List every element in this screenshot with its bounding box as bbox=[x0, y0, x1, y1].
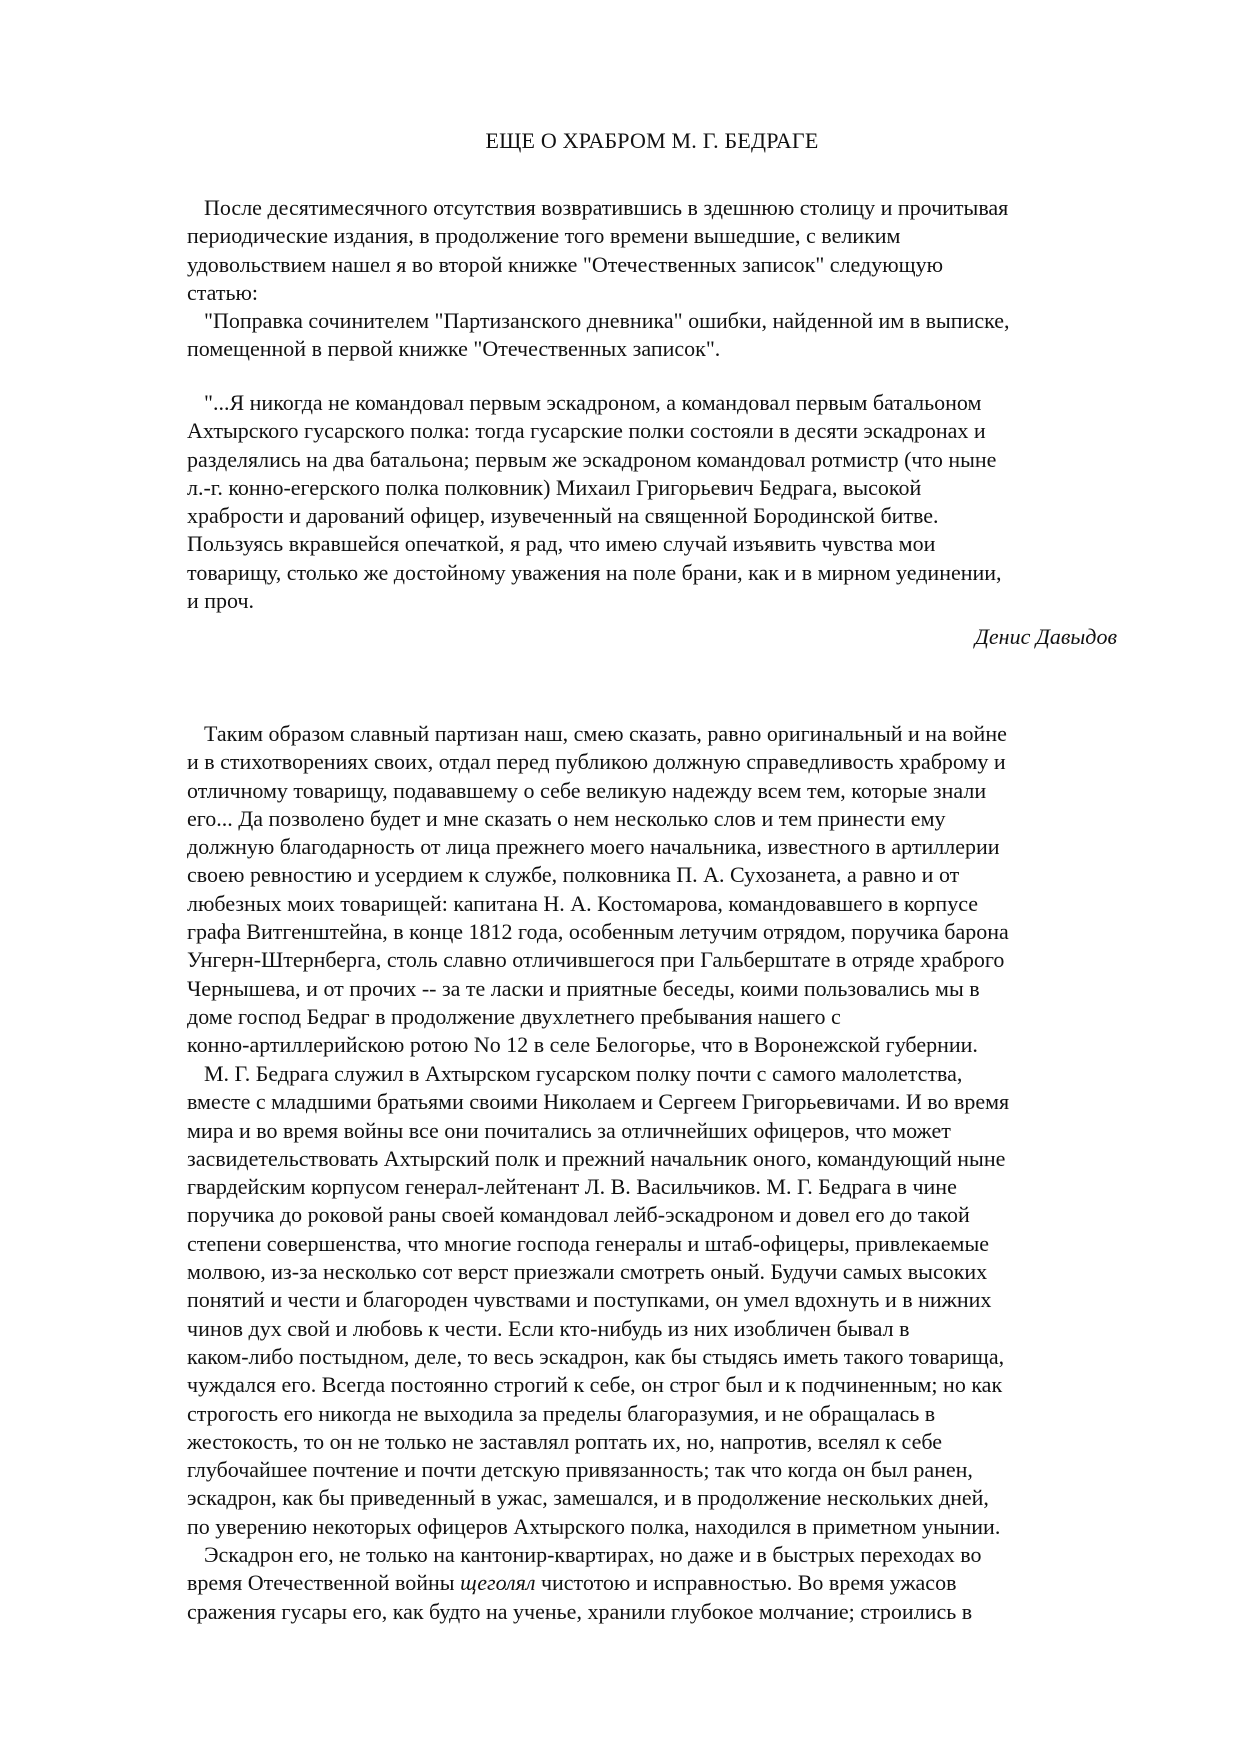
text-segment: чистотою и исправностью. Во время ужасов bbox=[535, 1570, 957, 1596]
text-line: Ахтырского гусарского полка: тогда гусарские полки состояли в десяти эскадронах и bbox=[187, 418, 986, 444]
document-title: ЕЩЕ О ХРАБРОМ М. Г. БЕДРАГЕ bbox=[485, 128, 819, 153]
text-line: храбрости и дарований офицер, изувеченный на священной Бородинской битве. bbox=[187, 503, 939, 529]
text-line: вместе с младшими братьями своими Николаем и Сергеем Григорьевичами. И во время bbox=[187, 1089, 1010, 1115]
text-line: чуждался его. Всегда постоянно строгий к себе, он строг был и к подчиненным; но как bbox=[187, 1372, 1003, 1398]
text-line: "...Я никогда не командовал первым эскадроном, а командовал первым батальоном bbox=[204, 390, 982, 415]
body-paragraph-3 bbox=[187, 1541, 1117, 1626]
text-line: конно-артиллерийскою ротою No 12 в селе Белогорье, что в Воронежской губернии. bbox=[187, 1032, 978, 1058]
text-line: понятий и чести и благороден чувствами и поступками, он умел вдохнуть и в нижних bbox=[187, 1287, 992, 1313]
text-line: Пользуясь вкравшейся опечаткой, я рад, что имею случай изъявить чувства мои bbox=[187, 531, 936, 557]
text-line: эскадрон, как бы приведенный в ужас, замешался, и в продолжение нескольких дней, bbox=[187, 1485, 989, 1511]
text-line: удовольствием нашел я во второй книжке "Отечественных записок" следующую bbox=[187, 251, 944, 277]
text-line: чинов дух свой и любовь к чести. Если кто-нибудь из них изобличен бывал в bbox=[187, 1315, 910, 1341]
text-line: периодические издания, в продолжение того времени вышедшие, с великим bbox=[187, 223, 901, 249]
signature: Денис Давыдов bbox=[974, 624, 1117, 649]
body-paragraph-2 bbox=[187, 1060, 1117, 1541]
text-line: Эскадрон его, не только на кантонир-квартирах, но даже и в быстрых переходах во bbox=[204, 1542, 982, 1567]
text-line: глубочайшее почтение и почти детскую привязанность; так что когда он был ранен, bbox=[187, 1457, 973, 1483]
text-line: засвидетельствовать Ахтырский полк и прежний начальник оного, командующий ныне bbox=[187, 1145, 1006, 1171]
text-line: товарищу, столько же достойному уважения на поле брани, как и в мирном уединении, bbox=[187, 559, 1002, 585]
text-line: степени совершенства, что многие господа генералы и штаб-офицеры, привлекаемые bbox=[187, 1230, 989, 1256]
text-line: должную благодарность от лица прежнего моего начальника, известного в артиллерии bbox=[187, 834, 1000, 860]
text-line: помещенной в первой книжке "Отечественных записок". bbox=[187, 336, 721, 362]
italic-word: щеголял bbox=[460, 1570, 536, 1596]
davydov-quote bbox=[187, 389, 1117, 615]
text-line: молвою, из-за несколько сот верст приезжали смотреть оный. Будучи самых высоких bbox=[187, 1259, 988, 1285]
text-line: и проч. bbox=[187, 588, 255, 614]
text-segment: время Отечественной войны bbox=[187, 1570, 461, 1596]
text-line: поручика до роковой раны своей командовал лейб-эскадроном и довел его до такой bbox=[187, 1202, 970, 1228]
text-line: жестокость, то он не только не заставлял роптать их, но, напротив, вселял к себе bbox=[187, 1428, 943, 1454]
text-line: сражения гусары его, как будто на ученье, хранили глубокое молчание; строились в bbox=[187, 1598, 973, 1624]
text-line: л.-г. конно-егерского полка полковник) Михаил Григорьевич Бедрага, высокой bbox=[187, 474, 922, 500]
text-line: строгость его никогда не выходила за пределы благоразумия, и не обращалась в bbox=[187, 1400, 936, 1426]
text-line: гвардейским корпусом генерал-лейтенант Л. В. Васильчиков. М. Г. Бедрага в чине bbox=[187, 1174, 957, 1200]
text-line: Чернышева, и от прочих -- за те ласки и приятные беседы, коими пользовались мы в bbox=[187, 975, 980, 1001]
intro-paragraph bbox=[187, 194, 1117, 307]
text-line: любезных моих товарищей: капитана Н. А. Костомарова, командовавшего в корпусе bbox=[187, 890, 978, 916]
correction-heading bbox=[187, 307, 1117, 364]
text-line: "Поправка сочинителем "Партизанского дневника" ошибки, найденной им в выписке, bbox=[204, 308, 1010, 333]
text-line: каком-либо постыдном, деле, то весь эскадрон, как бы стыдясь иметь такого товарища, bbox=[187, 1343, 1005, 1369]
text-line: и в стихотворениях своих, отдал перед публикою должную справедливость храброму и bbox=[187, 749, 1006, 775]
text-line bbox=[187, 1569, 1117, 1597]
text-line: мира и во время войны все они почитались за отличнейших офицеров, что может bbox=[187, 1117, 951, 1143]
text-line: статью: bbox=[187, 279, 259, 305]
text-line: своею ревностию и усердием к службе, полковника П. А. Сухозанета, а равно и от bbox=[187, 862, 960, 888]
text-line: Таким образом славный партизан наш, смею сказать, равно оригинальный и на войне bbox=[204, 721, 1007, 746]
text-line: После десятимесячного отсутствия возвратившись в здешнюю столицу и прочитывая bbox=[204, 195, 1009, 220]
text-line: М. Г. Бедрага служил в Ахтырском гусарском полку почти с самого малолетства, bbox=[204, 1061, 963, 1086]
body-paragraph-1 bbox=[187, 720, 1117, 1060]
text-line: графа Витгенштейна, в конце 1812 года, особенным летучим отрядом, поручика барона bbox=[187, 919, 1009, 945]
text-line: по уверению некоторых офицеров Ахтырского полка, находился в приметном унынии. bbox=[187, 1513, 1001, 1539]
text-line: его... Да позволено будет и мне сказать о нем несколько слов и тем принести ему bbox=[187, 805, 946, 831]
text-line: Унгерн-Штернберга, столь славно отличившегося при Гальберштате в отряде храброго bbox=[187, 947, 1005, 973]
text-line: разделялись на два батальона; первым же эскадроном командовал ротмистр (что ныне bbox=[187, 446, 997, 472]
text-line: доме господ Бедраг в продолжение двухлетнего пребывания нашего с bbox=[187, 1003, 841, 1029]
text-line: отличному товарищу, подававшему о себе великую надежду всем тем, которые знали bbox=[187, 777, 987, 803]
